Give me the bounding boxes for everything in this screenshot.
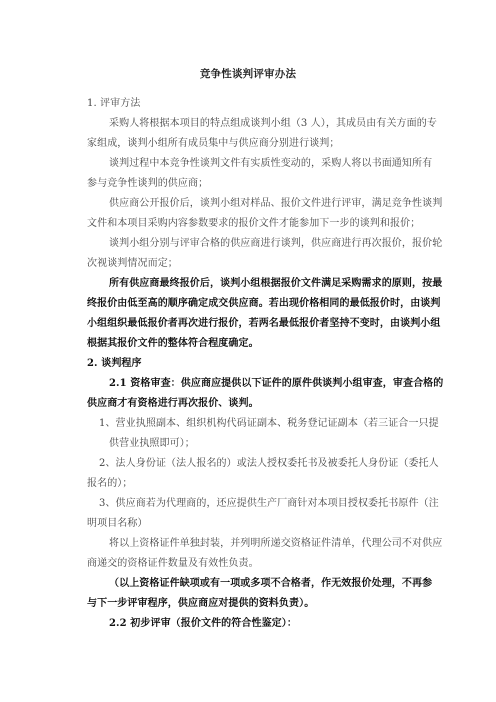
paragraph-5-bold bbox=[87, 274, 443, 354]
paragraph-line: 参与竞争性谈判的供应商； bbox=[87, 178, 209, 189]
paragraph-line: 供应商公开报价后，谈判小组对样品、报价文件进行评审，满足竞争性谈判 bbox=[109, 198, 443, 209]
paragraph-line: 供营业执照即可）； bbox=[109, 438, 195, 449]
section-2-2-heading bbox=[87, 614, 419, 634]
paragraph-line: 3、供应商若为代理商的，还应提供生产厂商针对本项目授权委托书原件（注 bbox=[99, 498, 439, 509]
paragraph-line: 2.1 资格审查：供应商应提供以下证件的原件供谈判小组审查，审查合格的 bbox=[109, 378, 444, 389]
list-item-2 bbox=[87, 454, 439, 494]
paragraph-line: 1、营业执照副本、组织机构代码证副本、税务登记证副本（若三证合一只提 bbox=[99, 418, 439, 429]
paragraph-line: 次视谈判情况而定； bbox=[87, 258, 178, 269]
paragraph-line: 文件和本项目采购内容参数要求的报价文件才能参加下一步的谈判和报价； bbox=[87, 218, 421, 229]
list-item-1 bbox=[87, 414, 439, 454]
paragraph-line: 报名的）； bbox=[87, 478, 133, 489]
paragraph-2 bbox=[87, 154, 433, 194]
page-title: 竞争性谈判评审办法 bbox=[199, 68, 297, 80]
paragraph-line: 与下一步评审程序，供应商应对提供的资料负责）。 bbox=[87, 598, 315, 609]
paragraph-line: 谈判过程中本竞争性谈判文件有实质性变动的，采购人将以书面通知所有 bbox=[109, 158, 433, 169]
paragraph-line: 谈判小组分别与评审合格的供应商进行谈判，供应商进行再次报价，报价轮 bbox=[109, 238, 443, 249]
paragraph-line: 供应商才有资格进行再次报价、谈判。 bbox=[87, 398, 259, 409]
paragraph-4 bbox=[87, 234, 443, 274]
section-2-heading bbox=[87, 354, 419, 374]
paragraph-line: 明项目名称） bbox=[87, 518, 148, 529]
section-heading-text: 2. 谈判程序 bbox=[87, 358, 142, 369]
paragraph-line: （以上资格证件缺项或有一项或多项不合格者，作无效报价处理，不再参 bbox=[109, 578, 433, 589]
paragraph-6 bbox=[87, 534, 443, 574]
section-1-heading bbox=[87, 94, 419, 114]
section-2-1 bbox=[87, 374, 444, 414]
list-item-3 bbox=[87, 494, 439, 534]
paragraph-line: 根据其报价文件的整体符合程度确定。 bbox=[87, 338, 259, 349]
paragraph-line: 2、法人身份证（法人报名的）或法人授权委托书及被委托人身份证（委托人 bbox=[99, 458, 439, 469]
paragraph-line: 将以上资格证件单独封装，并列明所递交资格证件清单，代理公司不对供应 bbox=[109, 538, 443, 549]
paragraph-line: 采购人将根据本项目的特点组成谈判小组（3 人），其成员由有关方面的专 bbox=[109, 118, 437, 129]
paragraph-line: 家组成，谈判小组所有成员集中与供应商分别进行谈判； bbox=[87, 138, 340, 149]
paragraph-line: 所有供应商最终报价后，谈判小组根据报价文件满足采购需求的原则，按最 bbox=[109, 278, 443, 289]
section-heading-text: 1. 评审方法 bbox=[87, 98, 141, 109]
qualification-note bbox=[87, 574, 433, 614]
paragraph-line: 终报价由低至高的顺序确定成交供应商。若出现价格相同的最低报价时，由谈判 bbox=[87, 298, 441, 309]
paragraph-1 bbox=[87, 114, 437, 154]
paragraph-line: 小组组织最低报价者再次进行报价，若两名最低报价者坚持不变时，由谈判小组 bbox=[87, 318, 441, 329]
paragraph-3 bbox=[87, 194, 443, 234]
paragraph-line: 商递交的资格证件数量及有效性负责。 bbox=[87, 558, 259, 569]
section-heading-text: 2.2 初步评审（报价文件的符合性鉴定）： bbox=[109, 618, 297, 629]
